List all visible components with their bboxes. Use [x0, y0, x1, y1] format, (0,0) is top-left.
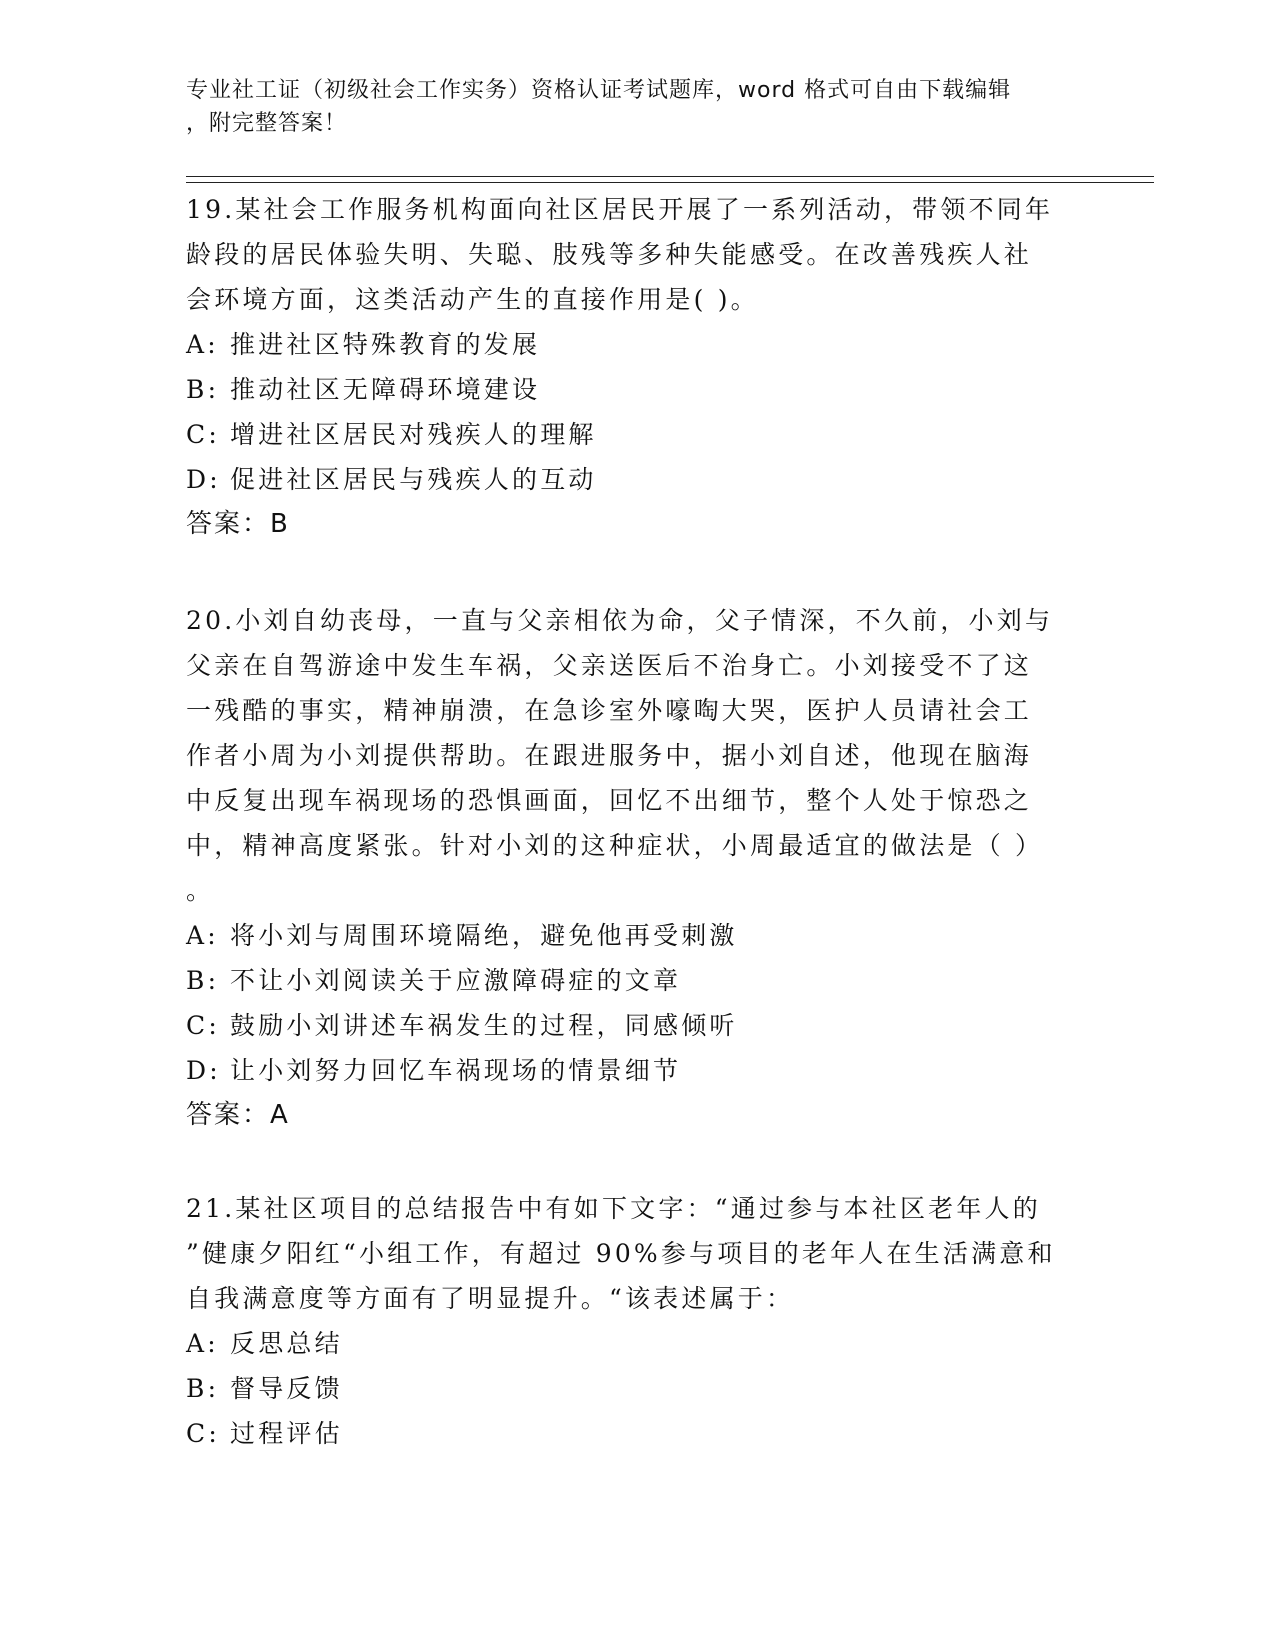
- question-19-line-3: 会环境方面，这类活动产生的直接作用是( )。: [186, 285, 759, 314]
- question-20-option-b: [186, 958, 1086, 1003]
- option-label: A:: [186, 1329, 219, 1358]
- option-label: D:: [186, 1056, 221, 1085]
- question-20-option-c: [186, 1003, 1086, 1048]
- question-21-option-a: [186, 1321, 1086, 1366]
- option-text: 不让小刘阅读关于应激障碍症的文章: [230, 966, 682, 995]
- option-text: 鼓励小刘讲述车祸发生的过程，同感倾听: [230, 1011, 738, 1040]
- option-label: C:: [186, 1419, 220, 1448]
- question-20-option-d: [186, 1048, 1086, 1093]
- question-21-option-b: [186, 1366, 1086, 1411]
- header-divider-top: [186, 176, 1154, 177]
- question-19: [186, 187, 1086, 547]
- question-20-line-1: 20.小刘自幼丧母，一直与父亲相依为命，父子情深，不久前，小刘与: [186, 606, 1054, 635]
- option-text: 推动社区无障碍环境建设: [230, 375, 541, 404]
- question-21-line-1: 21.某社区项目的总结报告中有如下文字：“通过参与本社区老年人的: [186, 1194, 1041, 1223]
- option-label: C:: [186, 420, 220, 449]
- question-19-answer: 答案：B: [186, 509, 290, 539]
- option-label: C:: [186, 1011, 220, 1040]
- header-line-1: 专业社工证（初级社会工作实务）资格认证考试题库，word 格式可自由下载编辑: [186, 78, 1012, 103]
- question-19-option-d: [186, 457, 1086, 502]
- question-20-line-3: 一残酷的事实，精神崩溃，在急诊室外嚎啕大哭，医护人员请社会工: [186, 696, 1033, 725]
- document-header: [186, 74, 1086, 140]
- option-text: 推进社区特殊教育的发展: [230, 330, 541, 359]
- option-text: 将小刘与周围环境隔绝，避免他再受刺激: [230, 921, 738, 950]
- option-text: 促进社区居民与残疾人的互动: [230, 465, 597, 494]
- question-21: [186, 1186, 1086, 1456]
- option-label: B:: [186, 1374, 220, 1403]
- question-19-line-1: 19.某社会工作服务机构面向社区居民开展了一系列活动，带领不同年: [186, 195, 1054, 224]
- question-19-option-b: [186, 367, 1086, 412]
- question-19-line-2: 龄段的居民体验失明、失聪、肢残等多种失能感受。在改善残疾人社: [186, 240, 1033, 269]
- option-label: B:: [186, 375, 220, 404]
- option-label: D:: [186, 465, 221, 494]
- option-text: 过程评估: [230, 1419, 343, 1448]
- question-20-line-4: 作者小周为小刘提供帮助。在跟进服务中，据小刘自述，他现在脑海: [186, 741, 1033, 770]
- header-line-2: ，附完整答案！: [186, 111, 348, 136]
- option-text: 让小刘努力回忆车祸现场的情景细节: [230, 1056, 682, 1085]
- question-21-line-2: ”健康夕阳红“小组工作，有超过 90%参与项目的老年人在生活满意和: [186, 1239, 1056, 1268]
- question-20-answer: 答案：A: [186, 1100, 290, 1130]
- question-19-option-a: [186, 322, 1086, 367]
- header-divider-bottom: [186, 182, 1154, 183]
- question-20-line-5: 中反复出现车祸现场的恐惧画面，回忆不出细节，整个人处于惊恐之: [186, 786, 1033, 815]
- question-20: [186, 598, 1086, 1138]
- question-20-line-6: 中，精神高度紧张。针对小刘的这种症状，小周最适宜的做法是（ ）: [186, 831, 1044, 860]
- question-21-option-c: [186, 1411, 1086, 1456]
- option-label: A:: [186, 921, 219, 950]
- question-20-line-2: 父亲在自驾游途中发生车祸，父亲送医后不治身亡。小刘接受不了这: [186, 651, 1033, 680]
- question-20-option-a: [186, 913, 1086, 958]
- option-label: B:: [186, 966, 220, 995]
- option-label: A:: [186, 330, 219, 359]
- option-text: 反思总结: [230, 1329, 343, 1358]
- question-19-option-c: [186, 412, 1086, 457]
- option-text: 督导反馈: [230, 1374, 343, 1403]
- question-20-line-7: 。: [186, 876, 215, 905]
- option-text: 增进社区居民对残疾人的理解: [230, 420, 597, 449]
- question-21-line-3: 自我满意度等方面有了明显提升。“该表述属于：: [186, 1284, 795, 1313]
